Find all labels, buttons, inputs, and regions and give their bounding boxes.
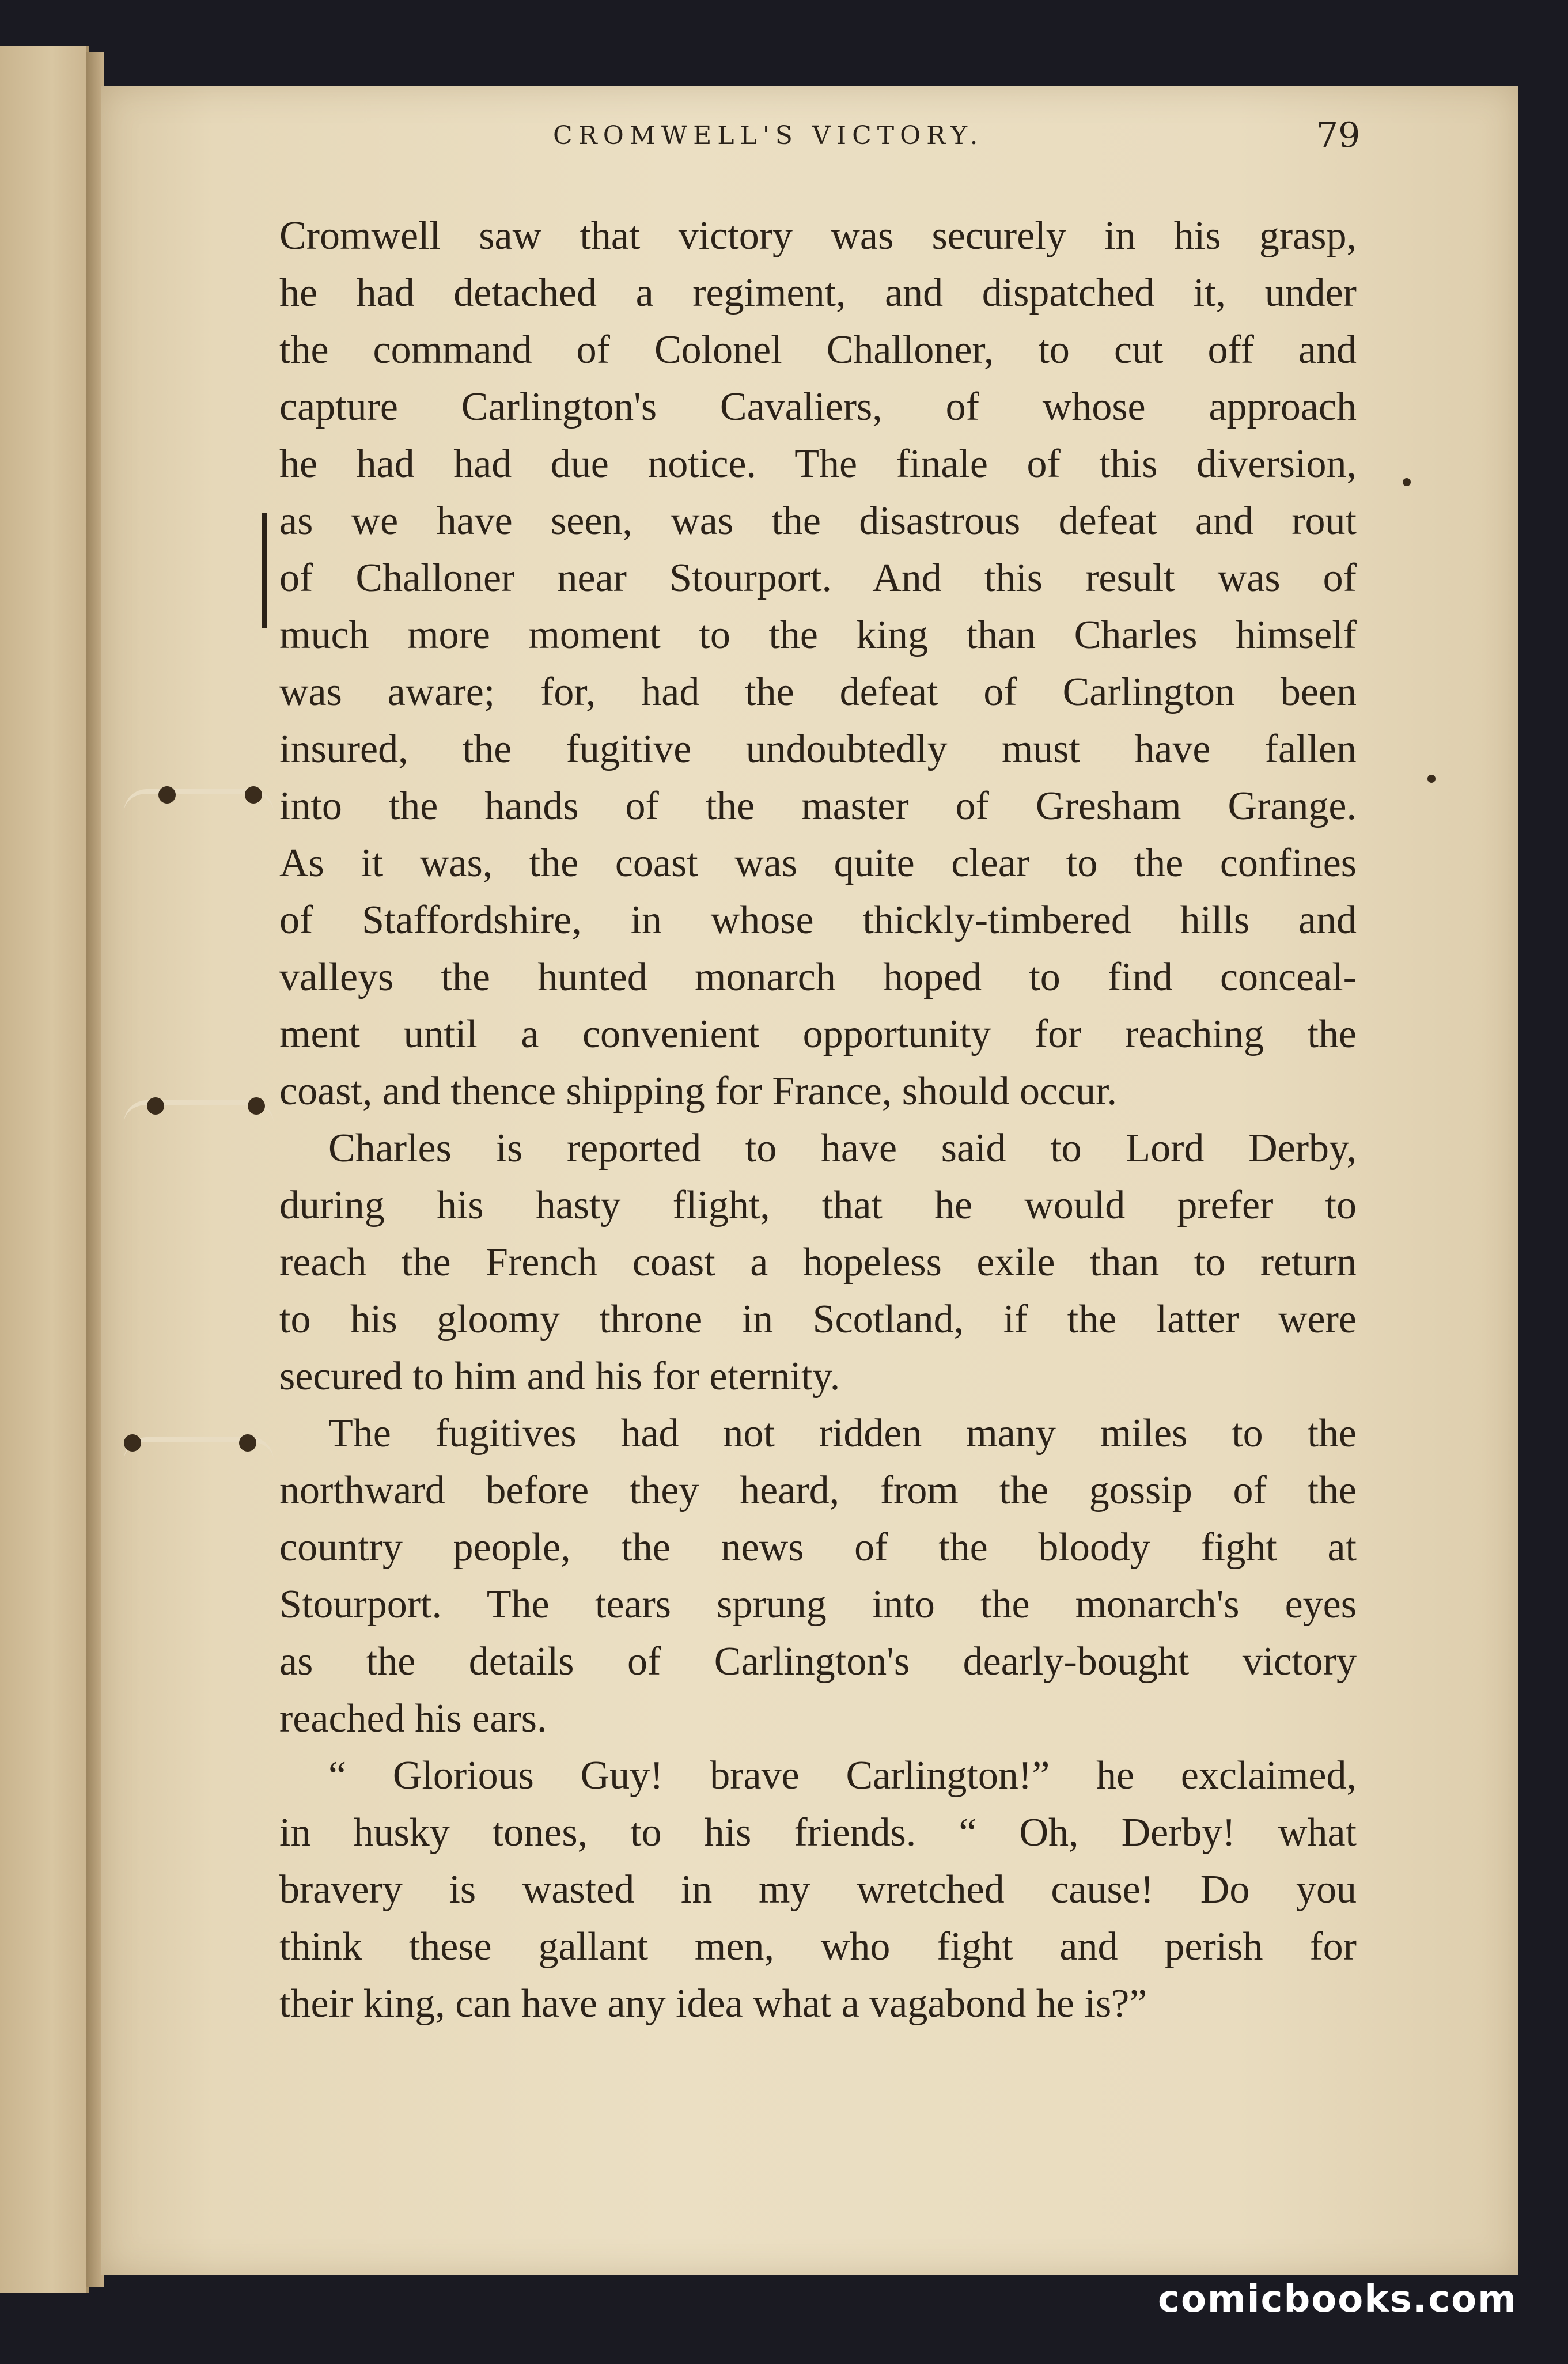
text-line: The fugitives had not ridden many miles to the	[328, 1411, 1357, 1456]
running-head: CROMWELL'S VICTORY.	[553, 121, 984, 150]
text-line: much more moment to the king than Charles himself	[279, 613, 1357, 657]
text-line: of Staffordshire, in whose thickly-timbered hills and	[279, 898, 1357, 942]
text-line: the command of Colonel Challoner, to cut off and	[279, 328, 1357, 372]
text-line: their king, can have any idea what a vagabond he is?”	[279, 1982, 1147, 2026]
text-line: northward before they heard, from the gossip of the	[279, 1468, 1357, 1513]
text-line: ment until a convenient opportunity for reaching the	[279, 1012, 1357, 1056]
text-line: during his hasty flight, that he would prefer to	[279, 1183, 1357, 1228]
ink-speck	[1403, 478, 1411, 486]
text-line: country people, the news of the bloody fight at	[279, 1525, 1357, 1570]
page-number: 79	[1316, 115, 1361, 156]
text-line: Cromwell saw that victory was securely in his grasp,	[279, 214, 1357, 258]
text-line: as we have seen, was the disastrous defeat and rout	[279, 499, 1357, 543]
binding-hole	[147, 1097, 164, 1115]
margin-mark	[262, 513, 267, 628]
binding-hole	[245, 786, 262, 804]
ink-speck	[1427, 775, 1436, 783]
text-line: bravery is wasted in my wretched cause! Do you	[279, 1867, 1357, 1912]
text-line: think these gallant men, who fight and perish for	[279, 1924, 1357, 1969]
binding-hole	[248, 1097, 265, 1115]
text-line: capture Carlington's Cavaliers, of whose approach	[279, 385, 1357, 429]
text-line: as the details of Carlington's dearly-bought victory	[279, 1639, 1357, 1684]
text-line: valleys the hunted monarch hoped to find conceal-	[279, 955, 1357, 999]
text-line: secured to him and his for eternity.	[279, 1354, 840, 1399]
text-line: into the hands of the master of Gresham Grange.	[279, 784, 1357, 828]
text-line: of Challoner near Stourport. And this result was of	[279, 556, 1357, 600]
binding-hole	[239, 1434, 256, 1452]
text-line: reached his ears.	[279, 1696, 547, 1741]
text-line: reach the French coast a hopeless exile than to return	[279, 1240, 1357, 1285]
site-watermark: comicbooks.com	[1158, 2278, 1517, 2321]
text-line: he had had due notice. The finale of this diversion,	[279, 442, 1357, 486]
text-line: he had detached a regiment, and dispatched it, under	[279, 271, 1357, 315]
binding-hole	[124, 1434, 141, 1452]
text-line: coast, and thence shipping for France, should occur.	[279, 1069, 1118, 1113]
text-line: As it was, the coast was quite clear to the confines	[279, 841, 1357, 885]
text-line: insured, the fugitive undoubtedly must have fallen	[279, 727, 1357, 771]
text-line: to his gloomy throne in Scotland, if the latter were	[279, 1297, 1357, 1342]
text-line: Charles is reported to have said to Lord Derby,	[328, 1126, 1357, 1170]
text-line: in husky tones, to his friends. “ Oh, Derby! what	[279, 1810, 1357, 1855]
text-line: “ Glorious Guy! brave Carlington!” he exclaimed,	[328, 1753, 1357, 1798]
text-line: Stourport. The tears sprung into the monarch's eyes	[279, 1582, 1357, 1627]
text-line: was aware; for, had the defeat of Carlington been	[279, 670, 1357, 714]
previous-page-edge	[0, 46, 89, 2293]
binding-hole	[158, 786, 176, 804]
body-text	[279, 207, 1357, 2032]
